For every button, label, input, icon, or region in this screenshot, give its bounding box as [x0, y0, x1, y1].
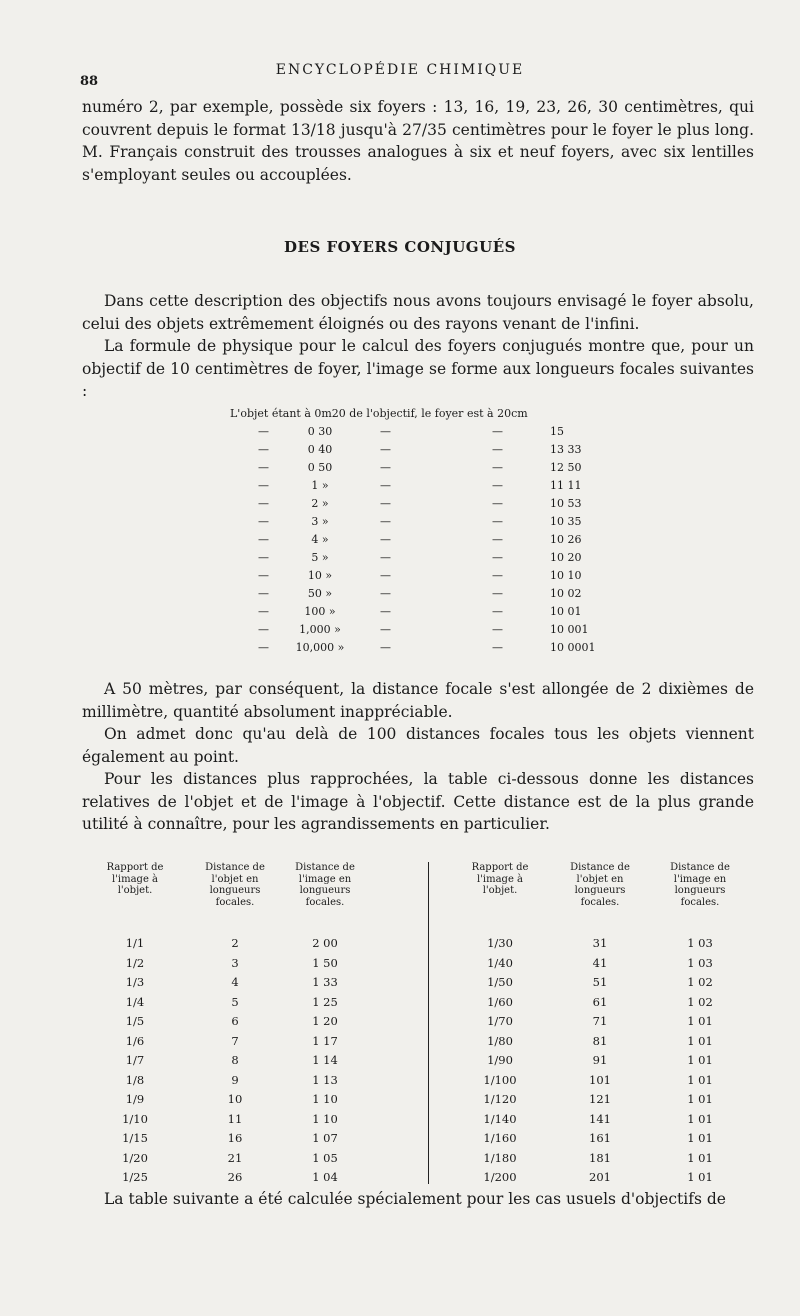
row-dash: — [258, 623, 269, 636]
table-cell: 1 10 [312, 1111, 338, 1126]
table-cell: 7 [231, 1033, 239, 1048]
object-distance: 1 » [311, 479, 329, 492]
table-cell: 1/2 [125, 955, 145, 970]
row-dash: — [492, 479, 503, 492]
table-cell: 181 [589, 1150, 611, 1165]
row-dash: — [258, 569, 269, 582]
middle-paragraphs [82, 678, 754, 836]
table-header: Rapport de l'image à l'objet. [471, 862, 529, 896]
table-cell: 5 [231, 994, 239, 1009]
row-dash: — [492, 497, 503, 510]
object-distance: 50 » [307, 587, 333, 600]
conjugate-row [230, 569, 650, 586]
row-dash: — [380, 569, 391, 582]
table-cell: 1 13 [312, 1072, 338, 1087]
table-cell: 141 [589, 1111, 611, 1126]
conjugate-row [230, 443, 650, 460]
table-cell: 1 03 [687, 936, 713, 950]
table-cell: 16 [227, 1131, 243, 1145]
table-cell: 51 [592, 975, 608, 989]
object-distance: 10 » [307, 569, 333, 582]
object-distance: 0 40 [307, 443, 333, 456]
conjugate-intro: L'objet étant à 0m20 de l'objectif, le foyer est à 20cm [230, 407, 528, 420]
table-cell: 101 [589, 1072, 611, 1087]
row-dash: — [258, 425, 269, 438]
table-cell: 1/20 [122, 1150, 148, 1165]
focal-length: 10 26 [550, 533, 582, 546]
table-cell: 61 [592, 994, 608, 1009]
table-cell: 1/120 [483, 1092, 517, 1106]
table-cell: 71 [592, 1014, 608, 1028]
table-cell: 1/10 [122, 1111, 148, 1126]
conjugate-row [230, 515, 650, 532]
object-distance: 1,000 » [299, 623, 341, 636]
object-distance: 10,000 » [295, 641, 345, 654]
conjugate-row [230, 641, 650, 658]
object-distance: 5 » [311, 551, 329, 564]
row-dash: — [258, 605, 269, 618]
table-cell: 1 01 [687, 1150, 713, 1165]
row-dash: — [380, 551, 391, 564]
row-dash: — [492, 623, 503, 636]
page-number: 88 [80, 74, 99, 89]
conjugate-row [230, 605, 650, 622]
conjugate-row [230, 497, 650, 514]
table-cell: 1 10 [312, 1092, 338, 1106]
table-cell: 8 [231, 1053, 239, 1067]
focal-length: 12 50 [550, 461, 582, 474]
object-distance: 4 » [311, 533, 329, 546]
table-header: Distance de l'objet en longueurs focales. [205, 862, 265, 908]
conjugate-row [230, 587, 650, 604]
object-distance: 0 50 [307, 461, 333, 474]
table-cell: 1 20 [312, 1014, 338, 1028]
table-cell: 1/100 [483, 1072, 517, 1087]
ratio-table [95, 862, 775, 1192]
row-dash: — [258, 461, 269, 474]
table-cell: 81 [592, 1033, 608, 1048]
row-dash: — [258, 515, 269, 528]
row-dash: — [380, 497, 391, 510]
table-cell: 1 14 [312, 1053, 338, 1067]
table-cell: 1/180 [483, 1150, 517, 1165]
table-cell: 1/4 [125, 994, 145, 1009]
table-cell: 1 17 [312, 1033, 338, 1048]
section-title: DES FOYERS CONJUGUÉS [284, 238, 516, 256]
paragraph-text: numéro 2, par exemple, possède six foyers : 13, 16, 19, 23, 26, 30 centimètres, qui couvrent depuis le format 13/18 jusqu'à 27/35 centimètres pour le foyer le plus long. M. Français construit des trousses analogues à six et neuf foyers, avec six lentilles s'employant seules ou accouplées. [82, 98, 754, 184]
row-dash: — [380, 461, 391, 474]
running-title: ENCYCLOPÉDIE CHIMIQUE [275, 62, 525, 78]
object-distance: 3 » [311, 515, 329, 528]
row-dash: — [492, 605, 503, 618]
row-dash: — [380, 425, 391, 438]
middle-paragraph-2: On admet donc qu'au delà de 100 distances focales tous les objets viennent également au point. [82, 725, 754, 766]
conjugate-row [230, 461, 650, 478]
table-cell: 1 01 [687, 1092, 713, 1106]
row-dash: — [492, 425, 503, 438]
row-dash: — [380, 587, 391, 600]
row-dash: — [492, 641, 503, 654]
table-cell: 1/70 [487, 1014, 513, 1028]
table-cell: 161 [589, 1131, 611, 1145]
focal-length: 10 0001 [550, 641, 596, 654]
table-header: Rapport de l'image à l'objet. [106, 862, 164, 896]
row-dash: — [258, 533, 269, 546]
table-cell: 1/6 [125, 1033, 145, 1048]
table-cell: 1 50 [312, 955, 338, 970]
intro-paragraph-1: Dans cette description des objectifs nous avons toujours envisagé le foyer absolu, celui des objets extrêmement éloignés ou des rayons venant de l'infini. [82, 292, 754, 333]
row-dash: — [492, 443, 503, 456]
conjugate-row [230, 479, 650, 496]
table-cell: 1/50 [487, 975, 513, 989]
table-cell: 1 25 [312, 994, 338, 1009]
focal-length: 10 01 [550, 605, 582, 618]
table-cell: 1 01 [687, 1014, 713, 1028]
table-cell: 1/5 [125, 1014, 145, 1028]
table-cell: 1 07 [312, 1131, 338, 1145]
paragraph-top [82, 96, 754, 186]
table-cell: 11 [227, 1111, 243, 1126]
table-cell: 1 01 [687, 1033, 713, 1048]
table-cell: 1/30 [487, 936, 513, 950]
table-cell: 1 01 [687, 1053, 713, 1067]
paragraph-bottom-text: La table suivante a été calculée spécialement pour les cas usuels d'objectifs de [104, 1190, 726, 1208]
table-cell: 31 [592, 936, 608, 950]
focal-length: 10 20 [550, 551, 582, 564]
middle-paragraph-1: A 50 mètres, par conséquent, la distance focale s'est allongée de 2 dixièmes de millimètre, quantité absolument inappréciable. [82, 680, 754, 721]
paragraph-bottom [82, 1188, 754, 1211]
table-header: Distance de l'image en longueurs focales. [670, 862, 730, 908]
row-dash: — [380, 479, 391, 492]
row-dash: — [380, 641, 391, 654]
table-cell: 41 [592, 955, 608, 970]
table-cell: 21 [227, 1150, 243, 1165]
table-cell: 1/3 [125, 975, 145, 989]
table-cell: 1 01 [687, 1131, 713, 1145]
intro-paragraphs [82, 290, 754, 403]
table-cell: 1 01 [687, 1111, 713, 1126]
row-dash: — [492, 569, 503, 582]
conjugate-row [230, 533, 650, 550]
row-dash: — [492, 461, 503, 474]
row-dash: — [492, 515, 503, 528]
object-distance: 100 » [304, 605, 336, 618]
table-cell: 1 05 [312, 1150, 338, 1165]
focal-length: 10 02 [550, 587, 582, 600]
focal-length: 10 10 [550, 569, 582, 582]
table-cell: 26 [227, 1170, 243, 1184]
table-cell: 1/9 [125, 1092, 145, 1106]
table-cell: 201 [589, 1170, 611, 1184]
table-header: Distance de l'objet en longueurs focales. [570, 862, 630, 908]
row-dash: — [258, 641, 269, 654]
table-cell: 2 00 [312, 936, 338, 950]
table-cell: 1 01 [687, 1072, 713, 1087]
focal-length: 15 [550, 425, 564, 438]
focal-length: 10 001 [550, 623, 589, 636]
row-dash: — [492, 551, 503, 564]
table-cell: 1/160 [483, 1131, 517, 1145]
focal-length: 11 11 [550, 479, 582, 492]
row-dash: — [380, 443, 391, 456]
table-column-separator [428, 862, 429, 1184]
table-cell: 1/1 [125, 936, 145, 950]
table-cell: 1/140 [483, 1111, 517, 1126]
row-dash: — [258, 443, 269, 456]
row-dash: — [492, 533, 503, 546]
object-distance: 2 » [311, 497, 329, 510]
table-cell: 121 [589, 1092, 611, 1106]
table-cell: 1/90 [487, 1053, 513, 1067]
table-cell: 1 02 [687, 975, 713, 989]
table-cell: 1/7 [125, 1053, 145, 1067]
table-cell: 10 [227, 1092, 243, 1106]
table-cell: 1/60 [487, 994, 513, 1009]
row-dash: — [380, 533, 391, 546]
table-cell: 3 [231, 955, 239, 970]
table-cell: 1/8 [125, 1072, 145, 1087]
table-cell: 1 04 [312, 1170, 338, 1184]
table-cell: 6 [231, 1014, 239, 1028]
focal-length: 13 33 [550, 443, 582, 456]
focal-length: 10 35 [550, 515, 582, 528]
table-cell: 9 [231, 1072, 239, 1087]
focal-length: 10 53 [550, 497, 582, 510]
table-cell: 1 01 [687, 1170, 713, 1184]
table-cell: 2 [231, 936, 239, 950]
conjugate-row [230, 623, 650, 640]
row-dash: — [380, 623, 391, 636]
table-cell: 4 [231, 975, 239, 989]
table-cell: 1/80 [487, 1033, 513, 1048]
row-dash: — [258, 479, 269, 492]
table-cell: 1 02 [687, 994, 713, 1009]
object-distance: 0 30 [307, 425, 333, 438]
conjugate-row [230, 425, 650, 442]
table-cell: 91 [592, 1053, 608, 1067]
table-cell: 1/40 [487, 955, 513, 970]
table-cell: 1 33 [312, 975, 338, 989]
table-cell: 1 03 [687, 955, 713, 970]
table-cell: 1/15 [122, 1131, 148, 1145]
intro-paragraph-2: La formule de physique pour le calcul des foyers conjugués montre que, pour un objectif de 10 centimètres de foyer, l'image se forme aux longueurs focales suivantes : [82, 337, 754, 400]
table-cell: 1/200 [483, 1170, 517, 1184]
table-cell: 1/25 [122, 1170, 148, 1184]
row-dash: — [258, 551, 269, 564]
table-header: Distance de l'image en longueurs focales. [295, 862, 355, 908]
row-dash: — [492, 587, 503, 600]
conjugate-row [230, 551, 650, 568]
row-dash: — [380, 515, 391, 528]
middle-paragraph-3: Pour les distances plus rapprochées, la table ci-dessous donne les distances relatives de l'objet et de l'image à l'objectif. Cette distance est de la plus grande utilité à connaître, pour les agrandissements en particulier. [82, 770, 754, 833]
row-dash: — [258, 497, 269, 510]
row-dash: — [258, 587, 269, 600]
row-dash: — [380, 605, 391, 618]
